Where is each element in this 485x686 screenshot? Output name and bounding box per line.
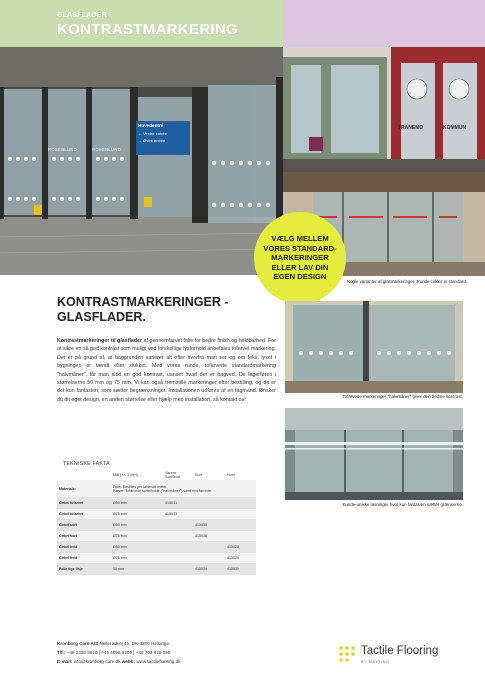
caption-half-moon: Tofarvede markeringer "halvmåner" giver den bedste kontrast. (342, 394, 463, 399)
logo-name: Tactile Flooring (361, 645, 439, 657)
cell-bw (163, 520, 193, 531)
footer-tel-value: +45 2338 8810 | +45 4098 9209 | +46 703 619 099 (65, 650, 171, 655)
facts-material-row (57, 480, 256, 498)
footer-email-value[interactable]: info@kronborg-care.dk (72, 659, 122, 664)
cell-size: Ø50 mm (111, 542, 163, 553)
cell-size: Ø75 mm (111, 531, 163, 542)
cell-bw: 415031 (163, 498, 193, 509)
table-row (57, 509, 256, 520)
facts-header-blank (57, 470, 111, 480)
cell-white (225, 520, 256, 531)
footer-company: Kronborg Care A/S (57, 641, 99, 646)
photo-red-doors (283, 47, 485, 172)
material-line-2: Farver: Tofarvede sorte/hvide ("halvmåner") samt ens farvede. (113, 488, 212, 493)
cell-bw (163, 542, 193, 553)
cell-product: Cirkel sort (57, 531, 111, 542)
cell-black (193, 509, 225, 520)
cell-black (193, 542, 225, 553)
header-bar-purple (283, 0, 485, 47)
door-text-rosenlund-2: ROSENLUND (92, 147, 121, 152)
cell-white: 415030 (225, 564, 256, 575)
sign-east-entrance: → Østre entrée (138, 138, 166, 143)
footer-tel-label: Tlf.: (57, 650, 66, 655)
cell-black: 415035 (193, 520, 225, 531)
footer-web-value[interactable]: www.tactileflooring.dk (134, 659, 181, 664)
photo-custom-markings (285, 408, 463, 500)
table-row (57, 553, 256, 564)
facts-header-bw: Varenr Sort/hvid (165, 471, 180, 479)
custom-marking-illustration (285, 408, 463, 500)
facts-header-black: Sort (195, 473, 202, 477)
material-label: Materiale: (57, 480, 111, 498)
facts-table (57, 470, 256, 575)
facts-header-row (57, 470, 256, 480)
footer-email-label: E-mail: (57, 659, 73, 664)
cell-size: Ø75 mm (111, 509, 163, 520)
cell-product: Cirkel hvid (57, 553, 111, 564)
design-choice-badge (254, 212, 346, 304)
cell-product: Cirkel tofarvet (57, 498, 111, 509)
cell-black (193, 553, 225, 564)
footer-web-label: webb: (121, 659, 135, 664)
table-row (57, 498, 256, 509)
footer-web-line (57, 659, 180, 665)
header-title: KONTRASTMARKERING (57, 21, 238, 38)
sign-main-entrance: Hovedentré (138, 123, 164, 128)
door-text-kommun: KOMMUN (443, 125, 467, 131)
caption-custom: Kunde-unikke løsninger hvor kun fantasien sætter grænserne. (342, 502, 463, 507)
footer-tel-line (57, 650, 170, 656)
table-row (57, 542, 256, 553)
logo-dots-icon (338, 645, 358, 665)
photo-entrance-doors (0, 47, 283, 275)
cell-bw (163, 531, 193, 542)
cell-white (225, 509, 256, 520)
material-desc (111, 480, 256, 498)
table-row (57, 531, 256, 542)
cell-bw (163, 564, 193, 575)
red-door-illustration (283, 47, 485, 172)
facts-header-white: Hvid (227, 473, 235, 477)
cell-white (225, 498, 256, 509)
body-rest: af gennemfarvet folie for bedre finish og holdbarhed. For at sikre en så god kontrast som muligt ved forskellige lysforhold anbefales tofarvet markering. Det er på grund af, at baggrunden varierer alt efter hvorfra man ser og om feks. lyset i bygningen er tændt eller slukket. Med vores runde, tofarvede standardmarkering "halvmåner", får man altid en god kontrast, uanset hvad der er bagved. De lagerføres i størrelserne 50 mm og 75 mm. Vi kan også fremstille markeringer efter bestilling, og da er det kun fantasien, som sætter begrænsninger. Installationen udføres af en fagmand. Ønsker du dit eget design, en anden størrelse eller hjælp med installation, så kontakt os! (57, 338, 276, 403)
facts-header-size: Mål (+/- 1 mm) (113, 473, 138, 477)
cell-product: Cirkel hvid (57, 542, 111, 553)
table-row (57, 564, 256, 575)
cell-size: Ø50 mm (111, 520, 163, 531)
photo-half-moon-markings (285, 301, 463, 393)
caption-variants: Nogle varianter af glasmarkeringer. Runde cirkler er standard. (346, 279, 467, 284)
cell-white (225, 531, 256, 542)
cell-product: Cirkel tofarvet (57, 509, 111, 520)
logo-sub: BY MATTING (361, 660, 390, 664)
main-heading: KONTRASTMARKERINGER - GLASFLADER. (57, 295, 229, 324)
sign-west-entrance: ← Vestre entrée (138, 131, 167, 136)
cell-product: Cirkel sort (57, 520, 111, 531)
cell-size: Ø50 mm (111, 498, 163, 509)
cell-black: 415034 (193, 564, 225, 575)
body-lead: Kontrastmarkeringer til glasflader (57, 338, 143, 344)
half-moon-illustration (285, 301, 463, 393)
cell-bw (163, 553, 193, 564)
cell-product: Folie lige linje (57, 564, 111, 575)
entrance-illustration (0, 47, 283, 275)
material-line-1: Folie. Bestilles per løbende meter. (113, 484, 168, 489)
door-text-tranemo: TRANEMO (398, 125, 424, 131)
cell-black: 415036 (193, 531, 225, 542)
badge-text: VÆLG MELLEM VORES STANDARD-MARKERINGER ELLER LAV DIN EGEN DESIGN (263, 234, 337, 282)
cell-size: 50 mm (111, 564, 163, 575)
door-text-rosenlund-1: ROSENLUND (48, 147, 77, 152)
cell-white: 415029 (225, 553, 256, 564)
cell-size: Ø75 mm (111, 553, 163, 564)
cell-white: 415028 (225, 542, 256, 553)
footer-company-line (57, 641, 170, 647)
footer-address: Nellerødvej 45, DK-3200 Helsinge. (98, 641, 171, 646)
header-category: GLASFLADER (57, 12, 107, 19)
cell-black (193, 498, 225, 509)
facts-title: TEKNISKE FAKTA (63, 461, 110, 467)
main-body (57, 337, 276, 404)
table-row (57, 520, 256, 531)
cell-bw: 415033 (163, 509, 193, 520)
